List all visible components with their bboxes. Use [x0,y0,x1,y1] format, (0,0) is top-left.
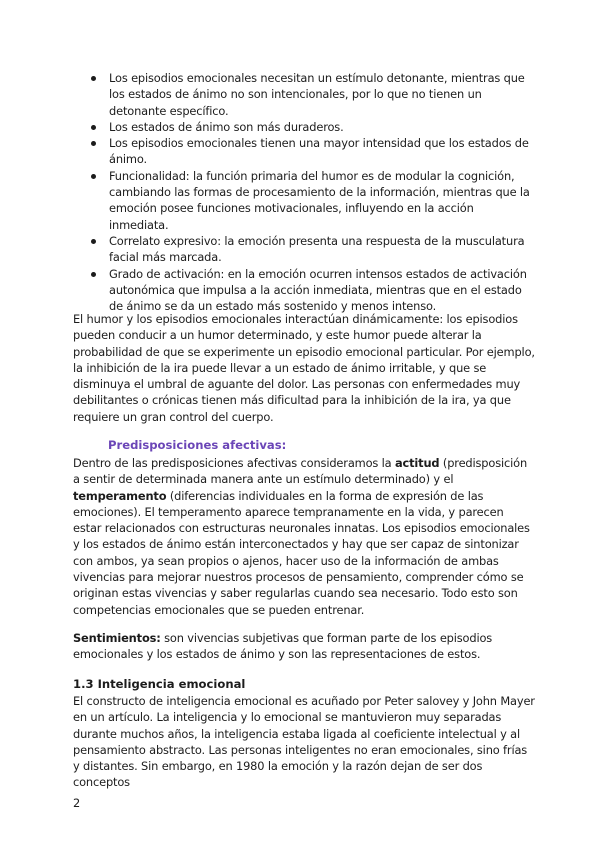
term-actitud: actitud [394,456,440,470]
term-temperamento: temperamento [73,488,167,503]
list-item [89,168,535,233]
bullet-dot [91,76,96,81]
list-item [89,233,535,266]
bullet-text: Los estados de ánimo son más duraderos. [109,119,344,134]
subheading-predisposiciones: Predisposiciones afectivas: [108,438,287,452]
page-number: 2 [73,796,81,810]
list-item [89,135,535,168]
bullet-dot [91,239,96,244]
list-item [89,266,535,315]
bullet-text: Grado de activación: en la emoción ocurren intensos estados de activación autonómica que impulsa a la acción inmediata, mientras que en el estado de ánimo se da un estado más sostenido y menos intenso. [109,266,527,314]
bullet-list [89,70,535,314]
section-heading: 1.3 Inteligencia emocional [73,677,246,691]
bullet-dot [91,272,96,277]
bullet-text: Los episodios emocionales tienen una mayor intensidad que los estados de ánimo. [109,136,529,167]
paragraph-humor: El humor y los episodios emocionales interactúan dinámicamente: los episodios pueden conducir a un humor determinado, y este humor puede alterar la probabilidad de que se experimente un episodio emocional particular. Por ejemplo, la inhibición de la ira puede llevar a un estado de ánimo irritable, y que se disminuya el umbral de aguante del dolor. Las personas con enfermedades muy debilitantes o crónicas tienen más dificultad para la inhibición de la ira, ya que requiere un gran control del cuerpo. [73,312,535,424]
bullet-dot [91,125,96,130]
bullet-text: Funcionalidad: la función primaria del humor es de modular la cognición, cambiando las formas de procesamiento de la información, mientras que la emoción posee funciones motivacionales, influyendo en la acción inmediata. [109,168,530,232]
bullet-text: Correlato expresivo: la emoción presenta una respuesta de la musculatura facial más marcada. [109,233,525,265]
text-run: Dentro de las predisposiciones afectivas consideramos la [73,456,395,470]
bullet-dot [91,174,96,179]
text-run: son vivencias subjetivas que forman parte de los episodios emocionales y los estados de ánimo y son las representaciones de estos. [73,631,493,662]
list-item [89,119,535,135]
list-item [89,70,535,119]
term-sentimientos: Sentimientos: [73,631,161,645]
paragraph-sentimientos [73,630,535,663]
text-run: (diferencias individuales en la forma de expresión de las emociones). El temperamento aparece tempranamente en la vida, y parecen estar relacionados con estructuras neuronales innatas. Los episodios emocionales y los estados de ánimo están interconectados y hay que ser capaz de sintonizar con ambos, ya sean propios o ajenos, hacer uso de la información de ambas vivencias para mejorar nuestros procesos de pensamiento, comprender cómo se originan estas vivencias y saber regularlas cuando sea necesario. Todo esto son competencias emocionales que se pueden entrenar. [73,488,530,617]
bullet-dot [91,141,96,146]
paragraph-predisposiciones [73,455,535,618]
bullet-text: Los episodios emocionales necesitan un estímulo detonante, mientras que los estados de ánimo no son intencionales, por lo que no tienen un detonante específico. [109,71,525,118]
paragraph-inteligencia-emocional: El constructo de inteligencia emocional es acuñado por Peter salovey y John Mayer en un artículo. La inteligencia y lo emocional se mantuvieron muy separadas durante muchos años, la inteligencia estaba ligada al coeficiente intelectual y al pensamiento abstracto. Las personas inteligentes no eran emocionales, sino frías y distantes. Sin embargo, en 1980 la emoción y la razón dejan de ser dos conceptos [73,694,535,790]
text-run: (predisposición a sentir de determinada manera ante un estímulo determinado) y el [73,456,528,487]
